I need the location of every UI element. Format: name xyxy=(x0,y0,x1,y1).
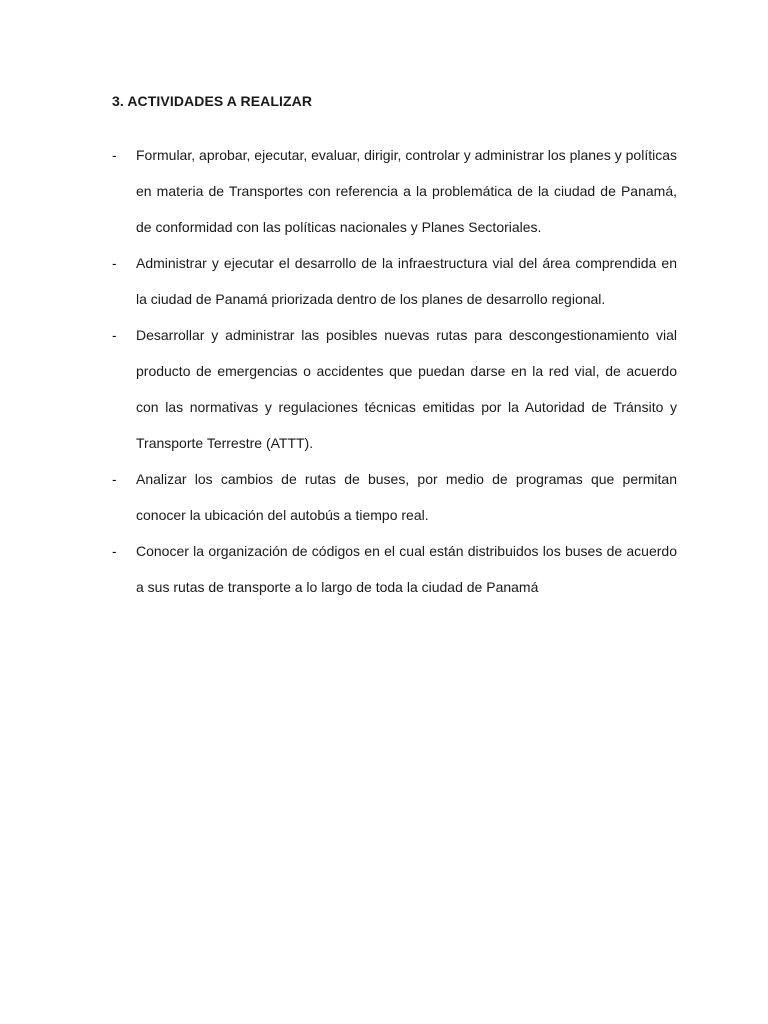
list-item-text: Administrar y ejecutar el desarrollo de la infraestructura vial del área comprendida en la ciudad de Panamá priorizada dentro de los planes de desarrollo regional. xyxy=(136,255,677,307)
activities-list xyxy=(112,137,677,605)
section-heading: 3. ACTIVIDADES A REALIZAR xyxy=(112,93,313,109)
list-item-text: Formular, aprobar, ejecutar, evaluar, dirigir, controlar y administrar los planes y políticas en materia de Transportes con referencia a la problemática de la ciudad de Panamá, de conformidad con las políticas nacionales y Planes Sectoriales. xyxy=(136,147,677,235)
list-item xyxy=(112,137,677,245)
bullet-dash: - xyxy=(112,327,117,343)
list-item xyxy=(112,533,677,605)
list-item-text: Conocer la organización de códigos en el cual están distribuidos los buses de acuerdo a sus rutas de transporte a lo largo de toda la ciudad de Panamá xyxy=(136,543,677,595)
list-item-text: Analizar los cambios de rutas de buses, por medio de programas que permitan conocer la ubicación del autobús a tiempo real. xyxy=(136,471,677,523)
bullet-dash: - xyxy=(112,147,117,163)
list-item xyxy=(112,245,677,317)
list-item xyxy=(112,461,677,533)
list-item-text: Desarrollar y administrar las posibles nuevas rutas para descongestionamiento vial producto de emergencias o accidentes que puedan darse en la red vial, de acuerdo con las normativas y regulaciones técnicas emitidas por la Autoridad de Tránsito y Transporte Terrestre (ATTT). xyxy=(136,327,677,451)
bullet-dash: - xyxy=(112,255,117,271)
bullet-dash: - xyxy=(112,543,117,559)
bullet-dash: - xyxy=(112,471,117,487)
list-item xyxy=(112,317,677,461)
